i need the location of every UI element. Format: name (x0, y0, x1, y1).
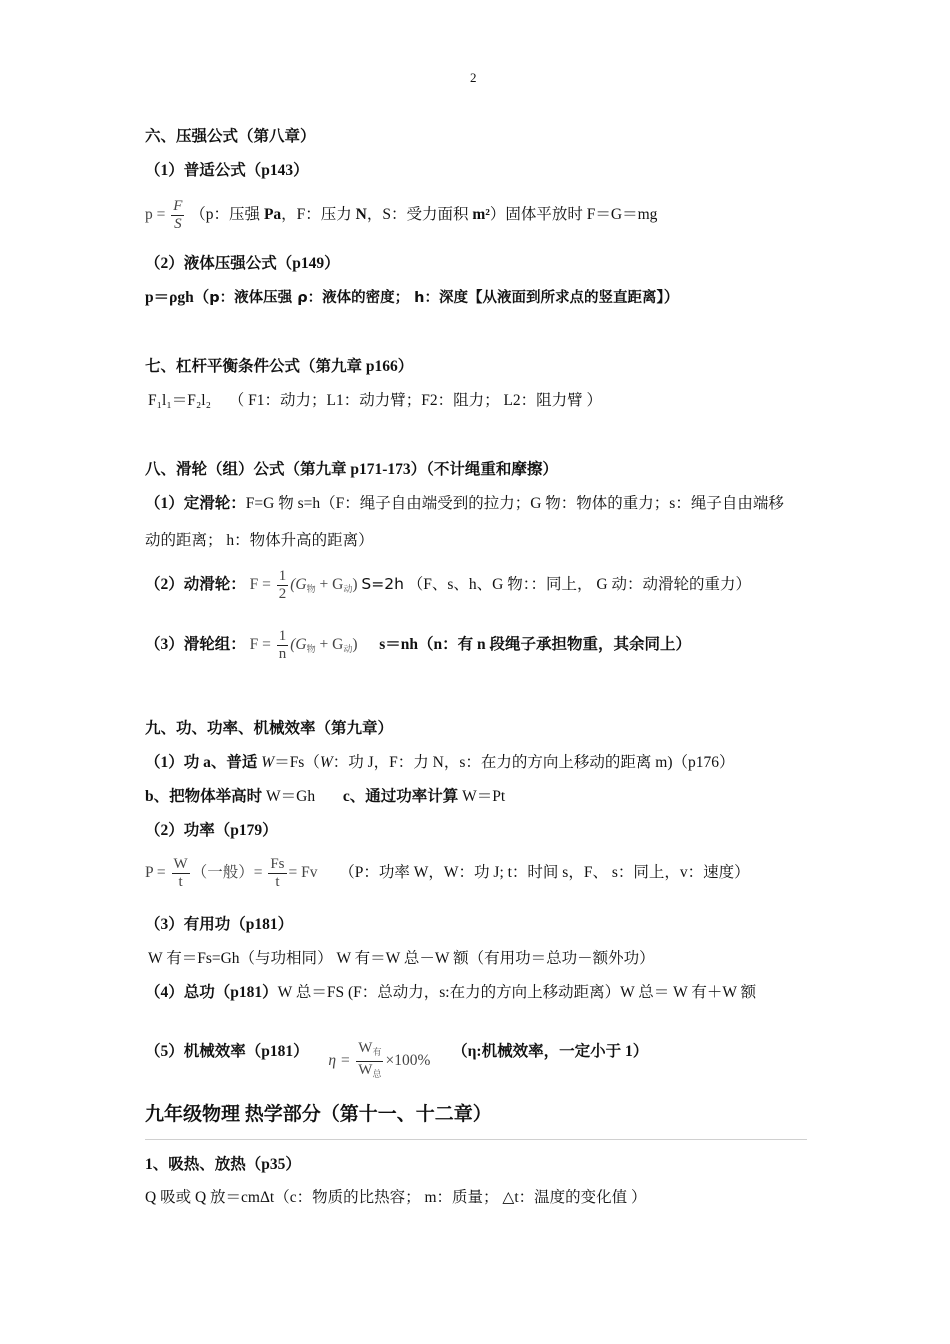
eff-desc: （η:机械效率，一定小于 1） (452, 1043, 649, 1061)
fixed-pulley-line (145, 494, 784, 514)
liquid-formula-b: p：液体压强 ρ：液体的密度； h：深度【从液面到所求点的竖直距离】 (209, 290, 664, 306)
movable-sub1: 物 (306, 584, 316, 595)
movable-plus: + G (315, 576, 344, 594)
work-a-line (145, 753, 735, 773)
pressure-den: S (174, 216, 182, 232)
section-8-title: 八、滑轮（组）公式（第九章 p171-173）（不计绳重和摩擦） (145, 461, 558, 478)
pressure-fraction (171, 198, 184, 233)
movable-paren: (G (290, 576, 307, 594)
movable-desc: （F、s、h、G 物：：同上， G 动：动滑轮的重力） (407, 576, 751, 594)
pressure-desc-d: ）固体平放时 F＝G＝mg (489, 206, 658, 224)
pressure-unit-pa: Pa (263, 206, 282, 224)
group-plus: + G (315, 636, 344, 654)
group-desc: s＝nh（n：有 n 段绳子承担物重，其余同上） (379, 636, 692, 654)
work-a-w2: W (319, 754, 333, 771)
eff-num-sub: 有 (372, 1047, 382, 1057)
movable-sub2: 动 (343, 584, 353, 595)
fixed-pulley-label: （1）定滑轮： (145, 495, 246, 512)
section-6-sub1: （1）普适公式（p143） (145, 162, 309, 179)
thermal-formula: Q 吸或 Q 放＝cmΔt（c：物质的比热容； m：质量； △t：温度的变化值 ） (145, 1189, 647, 1206)
group-close: ) (352, 636, 358, 654)
total-work-line (145, 983, 756, 1003)
group-den: n (278, 646, 287, 662)
power-rhs: = Fv (288, 864, 318, 882)
lever-formula-line (148, 391, 602, 411)
power-title: （2）功率（p179） (145, 822, 278, 839)
useful-work-desc: W 有＝Fs=Gh（与功相同） W 有＝W 总－W 额（有用功＝总功－额外功） (148, 950, 655, 967)
eff-den: W (358, 1062, 373, 1078)
work-b-label: b、把物体举高时 (145, 788, 263, 805)
lever-formula: F₁l₁＝F₂l₂ (148, 392, 211, 409)
pressure-desc-a: （p：压强 (190, 206, 264, 224)
section-7-title: 七、杠杆平衡条件公式（第九章 p166） (145, 358, 414, 375)
eff-den-sub: 总 (372, 1069, 382, 1079)
movable-close: ) (352, 576, 358, 594)
pressure-formula-line (145, 198, 657, 233)
pressure-unit-m2: m² (472, 206, 490, 224)
work-c-formula: W＝Pt (458, 788, 506, 805)
pressure-unit-n: N (355, 206, 367, 224)
fixed-pulley-desc-1: F=G 物 s=h（F：绳子自由端受到的拉力；G 物：物体的重力；s：绳子自由端移 (245, 495, 784, 512)
liquid-pressure-formula (145, 288, 679, 308)
lever-desc: （ F1：动力；L1：动力臂；F2：阻力； L2：阻力臂 ） (228, 392, 603, 409)
useful-work-title: （3）有用功（p181） (145, 916, 294, 933)
pressure-lhs: p = (145, 206, 166, 224)
eff-den-wrap (356, 1062, 383, 1083)
heading-divider (145, 1139, 807, 1140)
liquid-formula-c: ） (663, 289, 680, 306)
pressure-desc-c: ，S：受力面积 (366, 206, 473, 224)
work-bc-line (145, 787, 505, 807)
pressure-num: F (173, 198, 183, 214)
total-work-label: （4）总功（p181） (145, 984, 278, 1001)
efficiency-label: （5）机械效率（p181） (145, 1043, 309, 1061)
page-number: 2 (470, 70, 477, 85)
power-fraction-1 (172, 856, 190, 891)
group-sub2: 动 (343, 644, 353, 655)
eff-fraction (356, 1040, 383, 1083)
group-lhs: F = (249, 636, 271, 654)
power-fraction-2 (268, 856, 286, 891)
power-desc: （P：功率 W，W：功 J; t：时间 s，F、 s：同上，v：速度） (339, 864, 750, 882)
movable-pulley-label: （2）动滑轮： (145, 576, 246, 594)
eff-eta: η = (328, 1052, 351, 1070)
pulley-group-label: （3）滑轮组： (145, 636, 246, 654)
work-a-rest: ＝Fs（ (274, 754, 320, 771)
work-a-w: W (261, 754, 275, 771)
work-a-desc: ：功 J，F：力 N，s：在力的方向上移动的距离 m)（p176） (332, 754, 735, 771)
work-a-label: （1）功 a、普适 (145, 754, 262, 771)
power-num-1: W (173, 856, 188, 872)
work-c-label: c、通过功率计算 (342, 788, 459, 805)
power-num-2: Fs (270, 856, 285, 872)
power-mid: （一般）= (191, 864, 263, 882)
pressure-desc-b: ，F：压力 (281, 206, 356, 224)
work-b-formula: W＝Gh (262, 788, 316, 805)
liquid-formula-a: p＝ρgh（ (145, 289, 210, 306)
power-formula-line (145, 856, 750, 891)
movable-den: 2 (278, 586, 287, 602)
pulley-group-line (145, 628, 691, 663)
group-paren: (G (290, 636, 307, 654)
fixed-pulley-desc-2: 动的距离； h：物体升高的距离） (145, 532, 374, 549)
eff-num-wrap (356, 1040, 383, 1062)
section-9-title: 九、功、功率、机械效率（第九章） (145, 720, 394, 737)
power-den-2: t (275, 874, 280, 890)
eff-num: W (358, 1040, 373, 1056)
total-work-desc: W 总＝FS (F：总动力，s:在力的方向上移动距离）W 总＝ W 有＋W 额 (277, 984, 757, 1001)
group-fraction (277, 628, 289, 663)
power-den-1: t (178, 874, 183, 890)
movable-pulley-line (145, 568, 751, 603)
section-6-title: 六、压强公式（第八章） (145, 128, 316, 145)
eff-times: ×100% (385, 1052, 431, 1070)
movable-num: 1 (278, 568, 287, 584)
movable-lhs: F = (249, 576, 271, 594)
power-lhs: P = (145, 864, 166, 882)
section-6-sub2: （2）液体压强公式（p149） (145, 255, 340, 272)
thermal-sub1: 1、吸热、放热（p35） (145, 1156, 301, 1173)
group-num: 1 (278, 628, 287, 644)
movable-fraction (277, 568, 289, 603)
movable-s: S=2h (361, 575, 404, 594)
efficiency-line (145, 1031, 649, 1079)
thermal-heading: 九年级物理 热学部分（第十一、十二章） (145, 1104, 492, 1125)
group-sub1: 物 (306, 644, 316, 655)
